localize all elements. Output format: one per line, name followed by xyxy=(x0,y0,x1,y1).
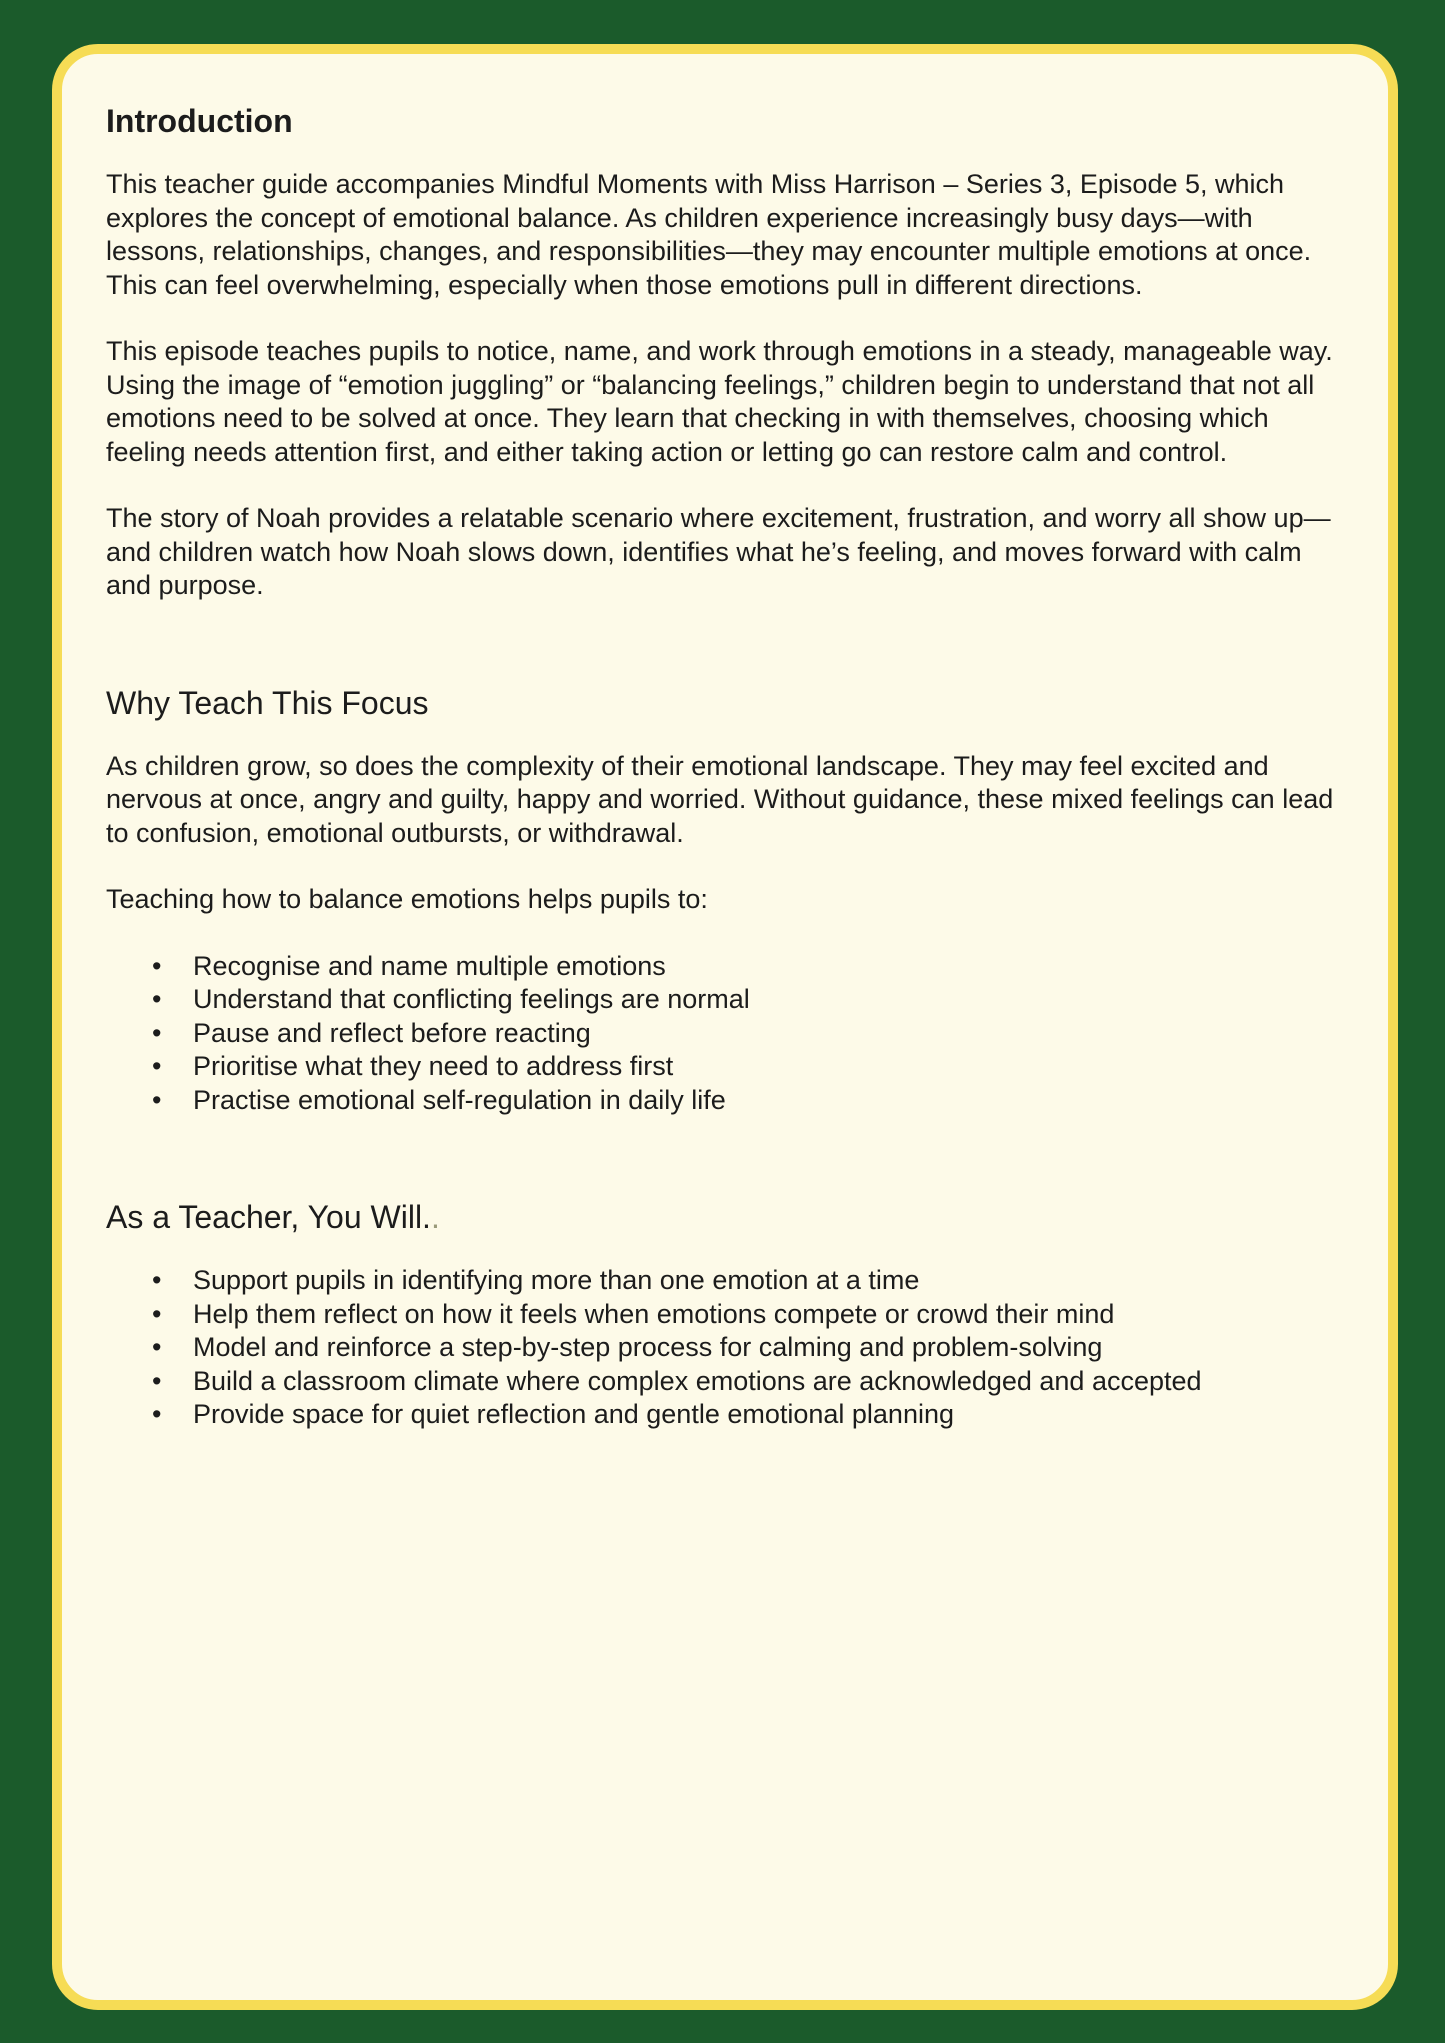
why-teach-list xyxy=(106,950,1336,1118)
intro-paragraph: This teacher guide accompanies Mindful Moments with Miss Harrison – Series 3, Episode 5, which explores the concept of emotional balance. As children experience increasingly busy days—with lessons, relationships, changes, and responsibilities—they may encounter multiple emotions at once. This can feel overwhelming, especially when those emotions pull in different directions. xyxy=(106,169,1312,300)
bullet-icon: • xyxy=(152,1265,162,1295)
introduction-heading: Introduction xyxy=(106,103,293,139)
bullet-icon: • xyxy=(152,1051,162,1081)
list-item: • Practise emotional self-regulation in daily life xyxy=(106,1084,1336,1118)
bullet-icon: • xyxy=(152,1399,162,1429)
as-teacher-heading: As a Teacher, You Will.. xyxy=(106,1199,440,1235)
list-item: • Build a classroom climate where complex emotions are acknowledged and accepted xyxy=(106,1365,1336,1399)
list-item: • Recognise and name multiple emotions xyxy=(106,950,1336,984)
list-item: • Prioritise what they need to address first xyxy=(106,1050,1336,1084)
list-item: • Pause and reflect before reacting xyxy=(106,1017,1336,1051)
bullet-icon: • xyxy=(152,1084,162,1115)
why-teach-heading: Why Teach This Focus xyxy=(106,684,429,721)
list-item: • Support pupils in identifying more than one emotion at a time xyxy=(106,1264,1336,1298)
bullet-icon: • xyxy=(152,950,162,981)
list-item: • Model and reinforce a step-by-step process for calming and problem-solving xyxy=(106,1331,1336,1365)
why-teach-lead-in: Teaching how to balance emotions helps pupils to: xyxy=(106,884,708,914)
why-teach-paragraph: As children grow, so does the complexity of their emotional landscape. They may feel excited and nervous at once, angry and guilty, happy and worried. Without guidance, these mixed feelings can lead to confusion, emotional outbursts, or withdrawal. xyxy=(106,750,1334,848)
list-item: • Help them reflect on how it feels when emotions compete or crowd their mind xyxy=(106,1298,1336,1332)
list-item: • Understand that conflicting feelings are normal xyxy=(106,983,1336,1017)
intro-paragraph: The story of Noah provides a relatable scenario where excitement, frustration, and worry all show up—and children watch how Noah slows down, identifies what he’s feeling, and moves forward with calm and purpose. xyxy=(106,503,1331,600)
bullet-icon: • xyxy=(152,1017,162,1048)
bullet-icon: • xyxy=(152,1332,162,1362)
list-item: • Provide space for quiet reflection and gentle emotional planning xyxy=(106,1398,1336,1432)
intro-paragraph: This episode teaches pupils to notice, name, and work through emotions in a steady, manageable way. Using the image of “emotion juggling” or “balancing feelings,” children begin to understand that not all emotions need to be solved at once. They learn that checking in with themselves, choosing which feeling needs attention first, and either taking action or letting go can restore calm and control. xyxy=(106,336,1333,467)
bullet-icon: • xyxy=(152,984,162,1014)
bullet-icon: • xyxy=(152,1365,162,1396)
as-teacher-list xyxy=(106,1264,1336,1432)
document-content xyxy=(106,96,1336,1432)
bullet-icon: • xyxy=(152,1298,162,1329)
